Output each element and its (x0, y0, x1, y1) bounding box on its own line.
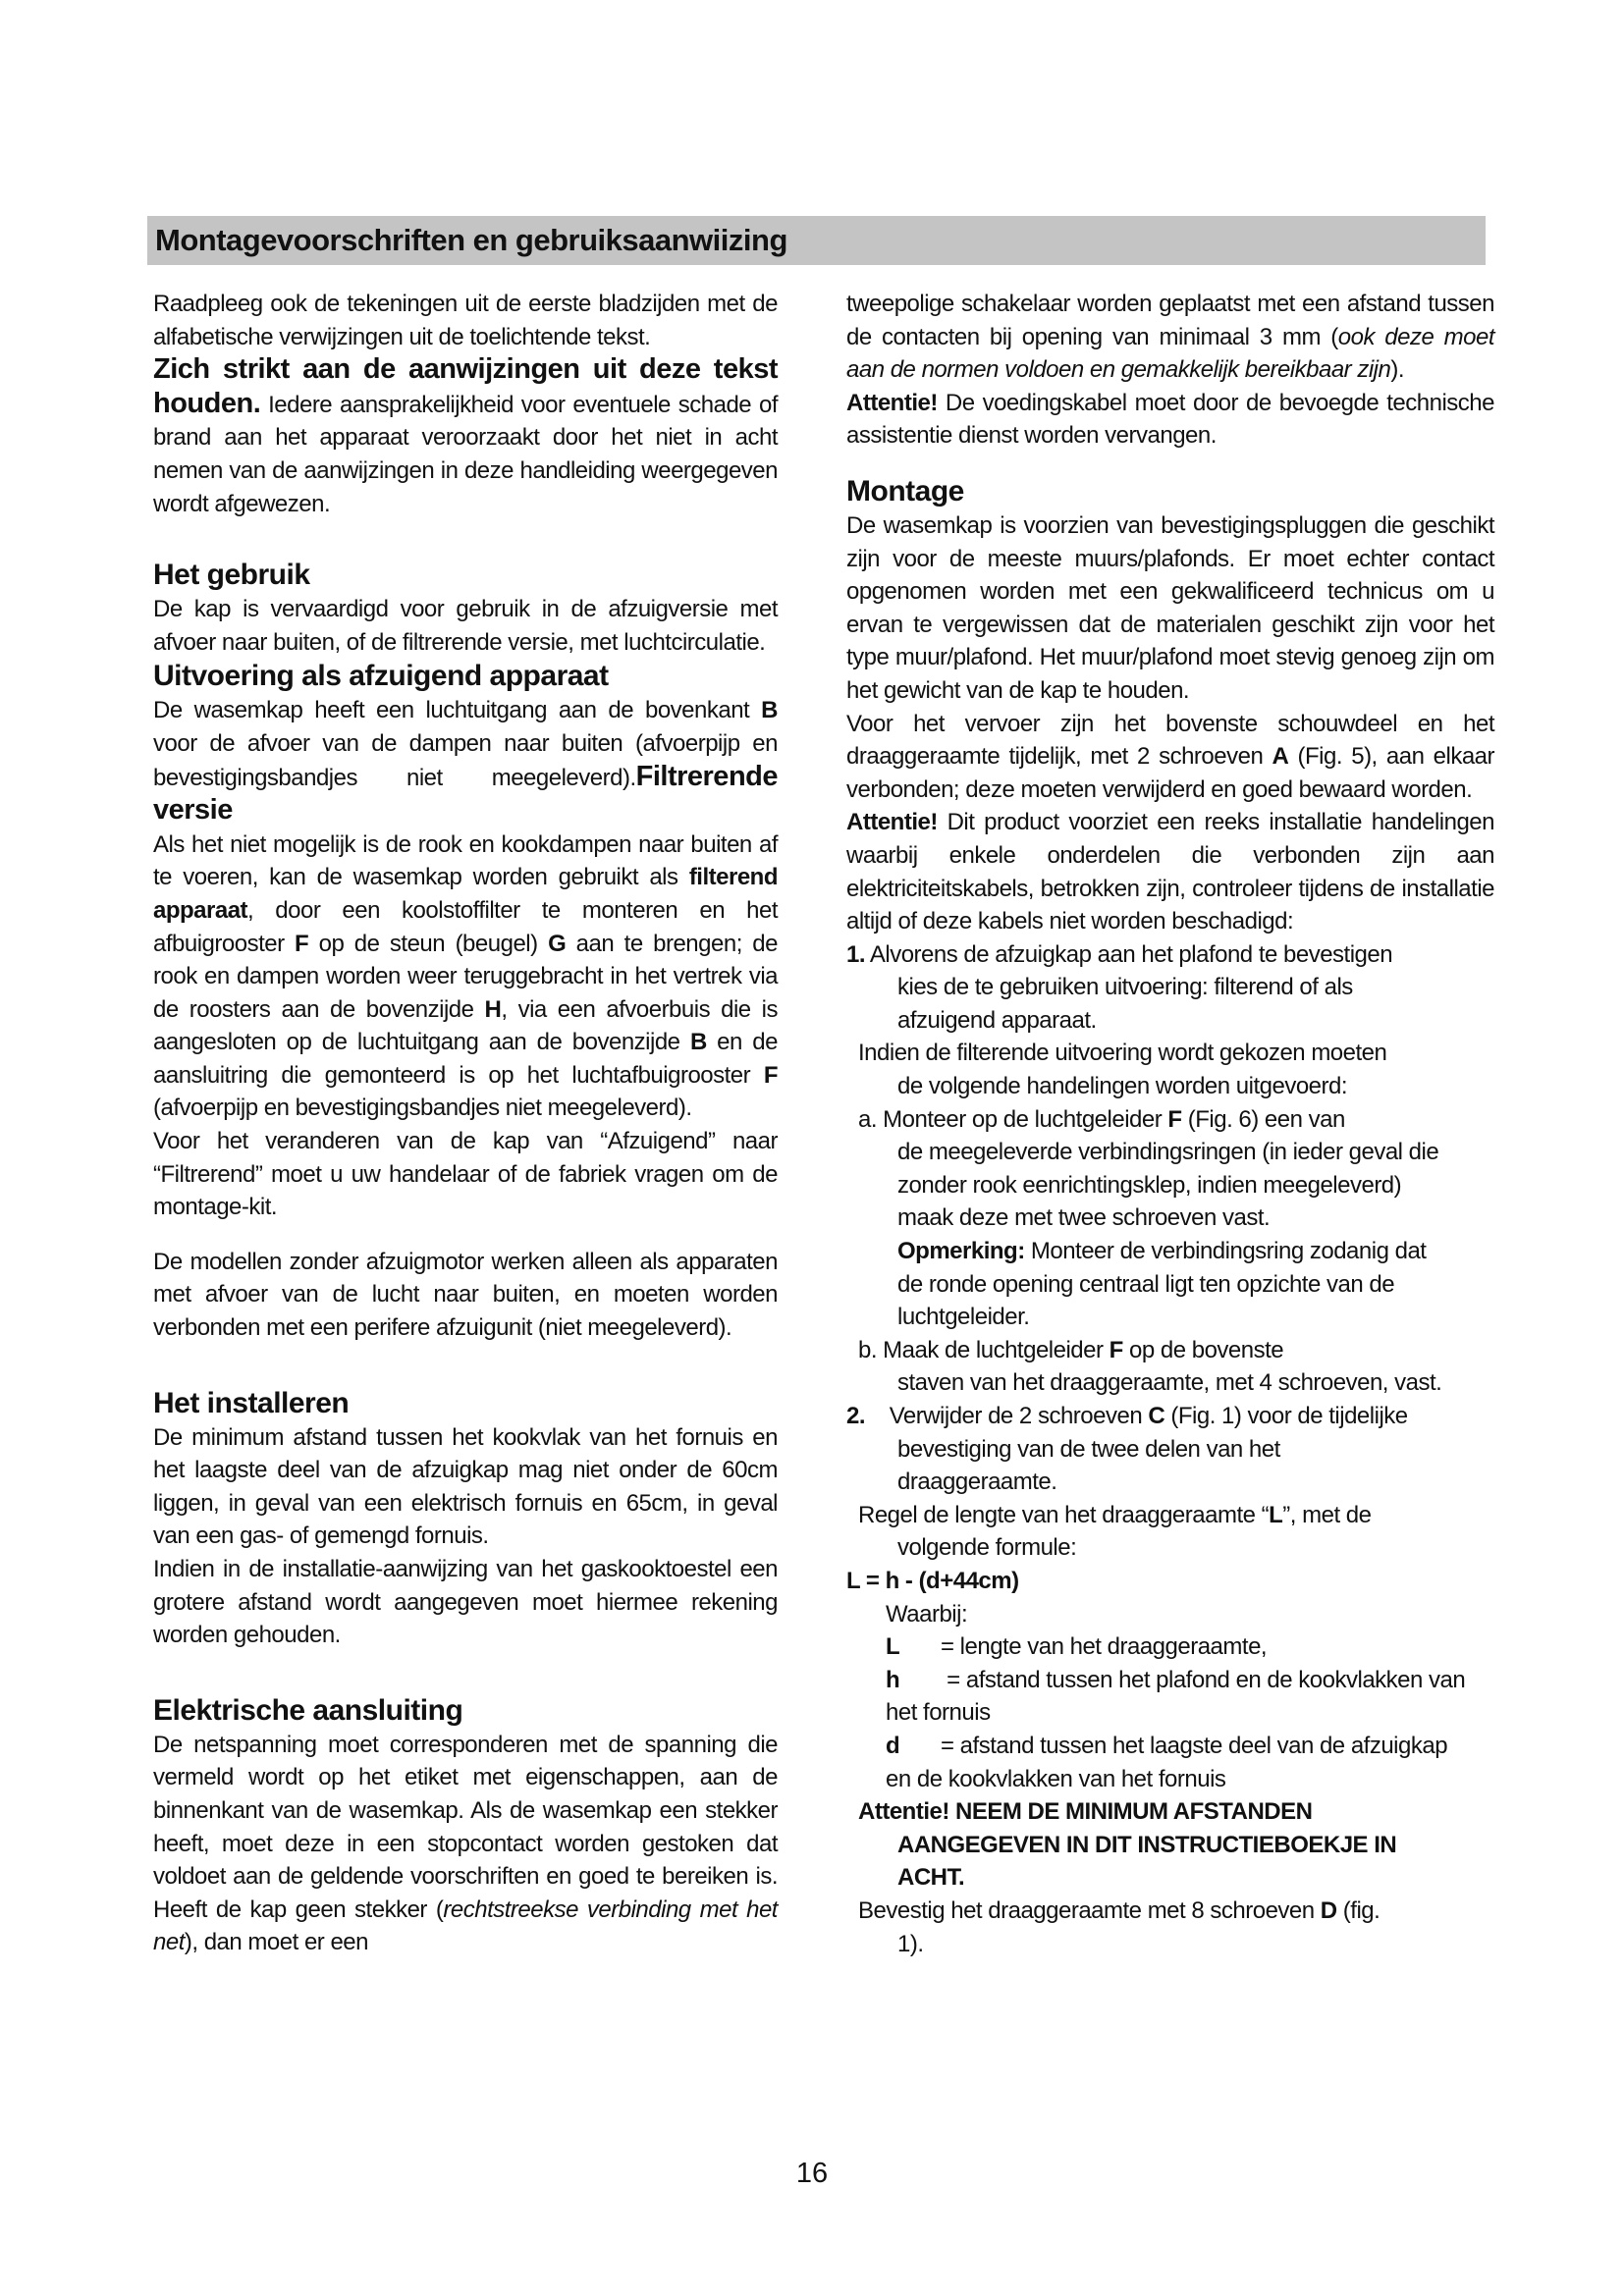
page-number: 16 (795, 2158, 829, 2189)
heading-installeren: Het installeren (153, 1386, 350, 1419)
models-paragraph: De modellen zonder afzuigmotor werken alleen als apparaten met afvoer van de lucht naar buiten, en moeten worden verbonden met een perifere afzuigunit (niet meegeleverd). (153, 1248, 778, 1342)
electric-paragraph: De netspanning moet corresponderen met de spanning die vermeld wordt op het etiket met eigenschappen, aan de binnenkant van de wasemkap. Als de wasemkap een stekker heeft, moet deze in een stopcontact worden gestoken dat voldoet aan de geldende voorschriften en goed te bereiken is. Heeft de kap geen stekker (rechtstreekse verbinding met het net), dan moet er een (153, 1731, 778, 1956)
note: Opmerking: Monteer de verbindingsring zodanig dat (897, 1238, 1427, 1265)
heading-filtrerende: Filtrerende versie (153, 760, 778, 827)
right-column (846, 288, 1494, 1960)
heading-het-gebruik: Het gebruik (153, 559, 310, 592)
formula-block: L = h - (d+44cm) Waarbij: L = lengte van het draaggeraamte, h = afstand tussen het plafond en de kookvlakken van het fornuis d = afstand tussen het laagste deel van de afzuigkap en de kookvlakken van het fornuis (846, 1565, 1494, 1795)
attention-cables: Attentie! Dit product voorziet een reeks installatie handelingen waarbij enkele onderdelen die verbonden zijn aan elektriciteitskabels, betrokken zijn, controleer tijdens de installatie altijd of deze kabels niet worden beschadigd: (846, 809, 1494, 935)
montage-paragraph: De wasemkap is voorzien van bevestigingspluggen die geschikt zijn voor de meeste muurs/plafonds. Er moet echter contact opgenomen worden met een gekwalificeerd technicus om u ervan te vergewissen dat de materialen geschikt zijn voor het type muur/plafond. Het muur/plafond moet stevig genoeg zijn om het gewicht van de kap te houden. (846, 511, 1494, 704)
step-1: 1. Alvorens de afzuigkap aan het plafond te bevestigen kies de te gebruiken uitvoering: filterend of als afzuigend apparaat. Indien de filterende uitvoering wordt gekozen moeten de volgende handelingen worden uitgevoerd: (846, 940, 1393, 1100)
install-paragraph-2: Indien in de installatie-aanwijzing van het gaskooktoestel een grotere afstand wordt aangegeven moet hiermee rekening worden gehouden. (153, 1556, 778, 1649)
section-banner (147, 216, 1486, 265)
strict-notice: Zich strikt aan de aanwijzingen uit deze tekst houden. (153, 353, 778, 419)
step-2: 2. Verwijder de 2 schroeven C (Fig. 1) voor de tijdelijke bevestiging van de twee delen van het draaggeraamte. Regel de lengte van het draaggeraamte “L”, met de volgende formule: (846, 1403, 1408, 1562)
liability-paragraph: Zich strikt aan de aanwijzingen uit deze tekst houden. Iedere aansprakelijkheid voor eventuele schade of brand aan het apparaat veroorzaakt door het niet in acht nemen van de aanwijzingen in deze handleiding weergegeven wordt afgewezen. (153, 353, 778, 517)
formula: L = h - (d+44cm) (846, 1567, 1019, 1594)
step-b: b. Maak de luchtgeleider F op de bovenste staven van het draaggeraamte, met 4 schroeven, vast. (858, 1336, 1442, 1397)
change-paragraph: Voor het veranderen van de kap van “Afzuigend” naar “Filtrerend” moet u uw handelaar of de fabriek vragen om de montage-kit. (153, 1128, 778, 1221)
install-paragraph-1: De minimum afstand tussen het kookvlak van het fornuis en het laagste deel van de afzuigkap mag niet onder de 60cm liggen, in geval van een elektrisch fornuis en 65cm, in geval van een gas- of gemengd fornuis. (153, 1423, 778, 1550)
transport-paragraph: Voor het vervoer zijn het bovenste schouwdeel en het draaggeraamte tijdelijk, met 2 schroeven A (Fig. 5), aan elkaar verbonden; deze moeten verwijderd en goed bewaard worden. (846, 710, 1495, 803)
step-a: a. Monteer op de luchtgeleider F (Fig. 6) een van de meegeleverde verbindingsringen (in ieder geval die zonder rook eenrichtingsklep, indien meegeleverd) maak deze met twee schroeven vast. Opmerking: Monteer de verbindingsring zodanig dat de ronde opening centraal ligt ten opzichte van de luchtgeleider. (846, 1103, 1494, 1334)
page-title: Montagevoorschriften en gebruiksaanwiizing (155, 223, 787, 257)
use-paragraph: De kap is vervaardigd voor gebruik in de afzuigversie met afvoer naar buiten, of de filtrerende versie, met luchtcirculatie. (153, 596, 778, 656)
heading-afzuigend: Uitvoering als afzuigend apparaat (153, 660, 609, 693)
switch-paragraph: tweepolige schakelaar worden geplaatst met een afstand tussen de contacten bij opening van minimaal 3 mm (ook deze moet aan de normen voldoen en gemakkelijk bereikbaar zijn). (846, 291, 1494, 384)
exhaust-paragraph: De wasemkap heeft een luchtuitgang aan de bovenkant B voor de afvoer van de dampen naar buiten (afvoerpijp en bevestigingsbandjes niet meegeleverd).Filtrerende versie (153, 697, 778, 827)
left-column (153, 288, 778, 1959)
filter-paragraph: Als het niet mogelijk is de rook en kookdampen naar buiten af te voeren, kan de wasemkap worden gebruikt als filterend apparaat, door een koolstoffilter te monteren en het afbuigrooster F op de steun (beugel) G aan te brengen; de rook en dampen worden weer teruggebracht in het vertrek via de roosters aan de bovenzijde H, via een afvoerbuis die is aangesloten op de luchtuitgang aan de bovenzijde B en de aansluitring die gemonteerd is op het luchtafbuigrooster F (afvoerpijp en bevestigingsbandjes niet meegeleverd). (153, 830, 779, 1122)
attention-cable: Attentie! De voedingskabel moet door de bevoegde technische assistentie dienst worden vervangen. (846, 389, 1494, 450)
heading-montage: Montage (846, 474, 964, 507)
attention-distances: Attentie! NEEM DE MINIMUM AFSTANDEN AANGEGEVEN IN DIT INSTRUCTIEBOEKJE IN ACHT. Bevestig het draaggeraamte met 8 schroeven D (fig. 1). (858, 1798, 1397, 1957)
intro-paragraph: Raadpleeg ook de tekeningen uit de eerste bladzijden met de alfabetische verwijzingen uit de toelichtende tekst. (153, 291, 778, 350)
heading-elektrische-aansluiting: Elektrische aansluiting (153, 1693, 463, 1727)
